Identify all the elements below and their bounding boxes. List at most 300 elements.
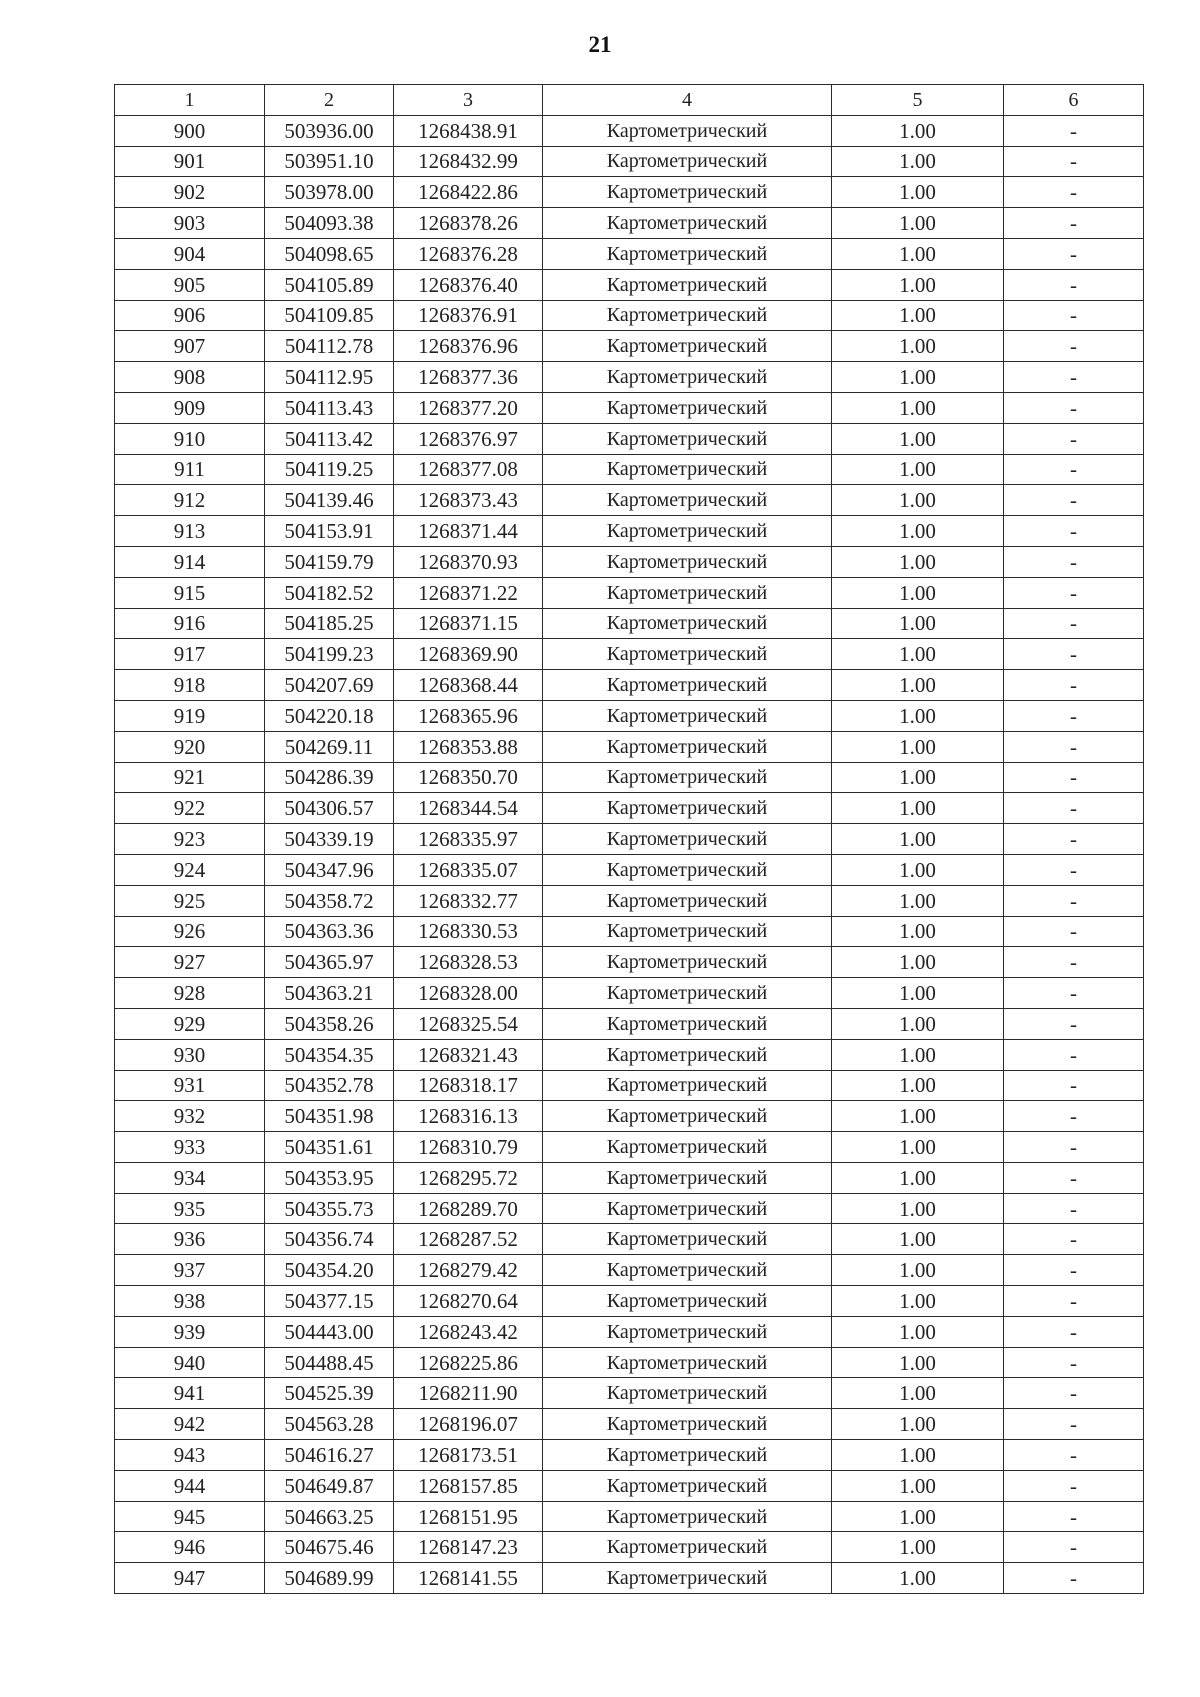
note-cell: - — [1004, 670, 1144, 701]
note-cell: - — [1004, 762, 1144, 793]
point-number-cell: 917 — [115, 639, 265, 670]
point-number-cell: 936 — [115, 1224, 265, 1255]
table-row — [115, 1532, 1144, 1563]
accuracy-cell: 1.00 — [832, 1039, 1004, 1070]
accuracy-cell: 1.00 — [832, 1286, 1004, 1317]
point-number-cell: 941 — [115, 1378, 265, 1409]
table-body — [115, 85, 1144, 1594]
table-row — [115, 608, 1144, 639]
point-number-cell: 905 — [115, 269, 265, 300]
x-coordinate-cell: 503951.10 — [265, 146, 394, 177]
header-cell-col-1: 1 — [115, 85, 265, 116]
point-number-cell: 926 — [115, 916, 265, 947]
note-cell: - — [1004, 1101, 1144, 1132]
accuracy-cell: 1.00 — [832, 177, 1004, 208]
accuracy-cell: 1.00 — [832, 454, 1004, 485]
point-number-cell: 929 — [115, 1008, 265, 1039]
point-number-cell: 946 — [115, 1532, 265, 1563]
accuracy-cell: 1.00 — [832, 916, 1004, 947]
method-cell: Картометрический — [543, 238, 832, 269]
x-coordinate-cell: 504354.20 — [265, 1255, 394, 1286]
y-coordinate-cell: 1268196.07 — [394, 1409, 543, 1440]
x-coordinate-cell: 504109.85 — [265, 300, 394, 331]
point-number-cell: 903 — [115, 208, 265, 239]
y-coordinate-cell: 1268368.44 — [394, 670, 543, 701]
method-cell: Картометрический — [543, 208, 832, 239]
y-coordinate-cell: 1268377.08 — [394, 454, 543, 485]
x-coordinate-cell: 504139.46 — [265, 485, 394, 516]
x-coordinate-cell: 504207.69 — [265, 670, 394, 701]
y-coordinate-cell: 1268335.97 — [394, 824, 543, 855]
accuracy-cell: 1.00 — [832, 1193, 1004, 1224]
table-row — [115, 1162, 1144, 1193]
x-coordinate-cell: 504269.11 — [265, 731, 394, 762]
y-coordinate-cell: 1268325.54 — [394, 1008, 543, 1039]
method-cell: Картометрический — [543, 423, 832, 454]
accuracy-cell: 1.00 — [832, 577, 1004, 608]
accuracy-cell: 1.00 — [832, 1440, 1004, 1471]
table-row — [115, 947, 1144, 978]
x-coordinate-cell: 504113.43 — [265, 392, 394, 423]
x-coordinate-cell: 504354.35 — [265, 1039, 394, 1070]
accuracy-cell: 1.00 — [832, 269, 1004, 300]
accuracy-cell: 1.00 — [832, 1316, 1004, 1347]
table-row — [115, 300, 1144, 331]
accuracy-cell: 1.00 — [832, 731, 1004, 762]
note-cell: - — [1004, 1070, 1144, 1101]
point-number-cell: 945 — [115, 1501, 265, 1532]
method-cell: Картометрический — [543, 978, 832, 1009]
table-row — [115, 1286, 1144, 1317]
accuracy-cell: 1.00 — [832, 854, 1004, 885]
note-cell: - — [1004, 639, 1144, 670]
note-cell: - — [1004, 300, 1144, 331]
table-row — [115, 1563, 1144, 1594]
table-row — [115, 208, 1144, 239]
table-row — [115, 854, 1144, 885]
point-number-cell: 942 — [115, 1409, 265, 1440]
note-cell: - — [1004, 608, 1144, 639]
table-row — [115, 238, 1144, 269]
x-coordinate-cell: 504182.52 — [265, 577, 394, 608]
accuracy-cell: 1.00 — [832, 947, 1004, 978]
point-number-cell: 916 — [115, 608, 265, 639]
note-cell: - — [1004, 331, 1144, 362]
method-cell: Картометрический — [543, 1409, 832, 1440]
accuracy-cell: 1.00 — [832, 793, 1004, 824]
method-cell: Картометрический — [543, 1008, 832, 1039]
note-cell: - — [1004, 1255, 1144, 1286]
note-cell: - — [1004, 1162, 1144, 1193]
x-coordinate-cell: 504093.38 — [265, 208, 394, 239]
x-coordinate-cell: 504220.18 — [265, 700, 394, 731]
method-cell: Картометрический — [543, 300, 832, 331]
method-cell: Картометрический — [543, 824, 832, 855]
accuracy-cell: 1.00 — [832, 208, 1004, 239]
note-cell: - — [1004, 793, 1144, 824]
header-cell-col-4: 4 — [543, 85, 832, 116]
table-row — [115, 454, 1144, 485]
x-coordinate-cell: 504358.26 — [265, 1008, 394, 1039]
method-cell: Картометрический — [543, 1347, 832, 1378]
x-coordinate-cell: 504352.78 — [265, 1070, 394, 1101]
coordinates-table — [114, 84, 1144, 1594]
note-cell: - — [1004, 1347, 1144, 1378]
point-number-cell: 931 — [115, 1070, 265, 1101]
accuracy-cell: 1.00 — [832, 392, 1004, 423]
accuracy-cell: 1.00 — [832, 639, 1004, 670]
note-cell: - — [1004, 392, 1144, 423]
method-cell: Картометрический — [543, 392, 832, 423]
table-row — [115, 1347, 1144, 1378]
method-cell: Картометрический — [543, 1101, 832, 1132]
method-cell: Картометрический — [543, 947, 832, 978]
note-cell: - — [1004, 238, 1144, 269]
y-coordinate-cell: 1268376.97 — [394, 423, 543, 454]
table-row — [115, 824, 1144, 855]
y-coordinate-cell: 1268371.22 — [394, 577, 543, 608]
y-coordinate-cell: 1268211.90 — [394, 1378, 543, 1409]
point-number-cell: 930 — [115, 1039, 265, 1070]
table-row — [115, 670, 1144, 701]
method-cell: Картометрический — [543, 608, 832, 639]
x-coordinate-cell: 504185.25 — [265, 608, 394, 639]
accuracy-cell: 1.00 — [832, 485, 1004, 516]
point-number-cell: 944 — [115, 1470, 265, 1501]
table-row — [115, 516, 1144, 547]
point-number-cell: 933 — [115, 1132, 265, 1163]
y-coordinate-cell: 1268377.20 — [394, 392, 543, 423]
point-number-cell: 914 — [115, 546, 265, 577]
y-coordinate-cell: 1268295.72 — [394, 1162, 543, 1193]
note-cell: - — [1004, 1563, 1144, 1594]
x-coordinate-cell: 504153.91 — [265, 516, 394, 547]
x-coordinate-cell: 504286.39 — [265, 762, 394, 793]
note-cell: - — [1004, 947, 1144, 978]
table-row — [115, 546, 1144, 577]
x-coordinate-cell: 504113.42 — [265, 423, 394, 454]
y-coordinate-cell: 1268289.70 — [394, 1193, 543, 1224]
method-cell: Картометрический — [543, 1224, 832, 1255]
point-number-cell: 928 — [115, 978, 265, 1009]
accuracy-cell: 1.00 — [832, 670, 1004, 701]
method-cell: Картометрический — [543, 916, 832, 947]
y-coordinate-cell: 1268318.17 — [394, 1070, 543, 1101]
method-cell: Картометрический — [543, 1255, 832, 1286]
y-coordinate-cell: 1268316.13 — [394, 1101, 543, 1132]
note-cell: - — [1004, 177, 1144, 208]
header-cell-col-2: 2 — [265, 85, 394, 116]
method-cell: Картометрический — [543, 731, 832, 762]
accuracy-cell: 1.00 — [832, 516, 1004, 547]
table-row — [115, 177, 1144, 208]
y-coordinate-cell: 1268365.96 — [394, 700, 543, 731]
note-cell: - — [1004, 485, 1144, 516]
method-cell: Картометрический — [543, 1440, 832, 1471]
point-number-cell: 938 — [115, 1286, 265, 1317]
note-cell: - — [1004, 1378, 1144, 1409]
point-number-cell: 925 — [115, 885, 265, 916]
y-coordinate-cell: 1268422.86 — [394, 177, 543, 208]
note-cell: - — [1004, 454, 1144, 485]
accuracy-cell: 1.00 — [832, 362, 1004, 393]
accuracy-cell: 1.00 — [832, 238, 1004, 269]
note-cell: - — [1004, 700, 1144, 731]
method-cell: Картометрический — [543, 1132, 832, 1163]
note-cell: - — [1004, 423, 1144, 454]
note-cell: - — [1004, 731, 1144, 762]
method-cell: Картометрический — [543, 269, 832, 300]
point-number-cell: 909 — [115, 392, 265, 423]
method-cell: Картометрический — [543, 1286, 832, 1317]
table-row — [115, 700, 1144, 731]
method-cell: Картометрический — [543, 670, 832, 701]
x-coordinate-cell: 504363.36 — [265, 916, 394, 947]
y-coordinate-cell: 1268371.15 — [394, 608, 543, 639]
point-number-cell: 922 — [115, 793, 265, 824]
point-number-cell: 934 — [115, 1162, 265, 1193]
method-cell: Картометрический — [543, 362, 832, 393]
note-cell: - — [1004, 577, 1144, 608]
x-coordinate-cell: 504339.19 — [265, 824, 394, 855]
table-row — [115, 1101, 1144, 1132]
table-row — [115, 731, 1144, 762]
x-coordinate-cell: 504365.97 — [265, 947, 394, 978]
note-cell: - — [1004, 1286, 1144, 1317]
table-row — [115, 423, 1144, 454]
table-row — [115, 362, 1144, 393]
point-number-cell: 943 — [115, 1440, 265, 1471]
table-row — [115, 1501, 1144, 1532]
x-coordinate-cell: 504306.57 — [265, 793, 394, 824]
table-row — [115, 392, 1144, 423]
point-number-cell: 921 — [115, 762, 265, 793]
accuracy-cell: 1.00 — [832, 1008, 1004, 1039]
y-coordinate-cell: 1268369.90 — [394, 639, 543, 670]
point-number-cell: 908 — [115, 362, 265, 393]
table-row — [115, 978, 1144, 1009]
method-cell: Картометрический — [543, 485, 832, 516]
accuracy-cell: 1.00 — [832, 1132, 1004, 1163]
y-coordinate-cell: 1268279.42 — [394, 1255, 543, 1286]
y-coordinate-cell: 1268243.42 — [394, 1316, 543, 1347]
method-cell: Картометрический — [543, 854, 832, 885]
note-cell: - — [1004, 1501, 1144, 1532]
y-coordinate-cell: 1268151.95 — [394, 1501, 543, 1532]
method-cell: Картометрический — [543, 1316, 832, 1347]
table-row — [115, 1193, 1144, 1224]
x-coordinate-cell: 504488.45 — [265, 1347, 394, 1378]
accuracy-cell: 1.00 — [832, 146, 1004, 177]
accuracy-cell: 1.00 — [832, 762, 1004, 793]
method-cell: Картометрический — [543, 577, 832, 608]
table-row — [115, 885, 1144, 916]
table-row — [115, 1470, 1144, 1501]
accuracy-cell: 1.00 — [832, 885, 1004, 916]
x-coordinate-cell: 504563.28 — [265, 1409, 394, 1440]
x-coordinate-cell: 504119.25 — [265, 454, 394, 485]
note-cell: - — [1004, 854, 1144, 885]
point-number-cell: 937 — [115, 1255, 265, 1286]
point-number-cell: 947 — [115, 1563, 265, 1594]
point-number-cell: 924 — [115, 854, 265, 885]
note-cell: - — [1004, 1532, 1144, 1563]
table-row — [115, 269, 1144, 300]
table-row — [115, 1409, 1144, 1440]
accuracy-cell: 1.00 — [832, 1563, 1004, 1594]
point-number-cell: 907 — [115, 331, 265, 362]
table-header-row — [115, 85, 1144, 116]
table-row — [115, 762, 1144, 793]
method-cell: Картометрический — [543, 1501, 832, 1532]
table-row — [115, 1316, 1144, 1347]
table-row — [115, 1224, 1144, 1255]
x-coordinate-cell: 503978.00 — [265, 177, 394, 208]
accuracy-cell: 1.00 — [832, 1255, 1004, 1286]
header-cell-col-5: 5 — [832, 85, 1004, 116]
x-coordinate-cell: 504649.87 — [265, 1470, 394, 1501]
y-coordinate-cell: 1268350.70 — [394, 762, 543, 793]
x-coordinate-cell: 504112.78 — [265, 331, 394, 362]
x-coordinate-cell: 504105.89 — [265, 269, 394, 300]
point-number-cell: 912 — [115, 485, 265, 516]
x-coordinate-cell: 504616.27 — [265, 1440, 394, 1471]
note-cell: - — [1004, 1440, 1144, 1471]
y-coordinate-cell: 1268330.53 — [394, 916, 543, 947]
table-row — [115, 1039, 1144, 1070]
table-row — [115, 916, 1144, 947]
note-cell: - — [1004, 824, 1144, 855]
table-row — [115, 1008, 1144, 1039]
note-cell: - — [1004, 885, 1144, 916]
x-coordinate-cell: 504355.73 — [265, 1193, 394, 1224]
y-coordinate-cell: 1268321.43 — [394, 1039, 543, 1070]
y-coordinate-cell: 1268157.85 — [394, 1470, 543, 1501]
point-number-cell: 911 — [115, 454, 265, 485]
accuracy-cell: 1.00 — [832, 1224, 1004, 1255]
accuracy-cell: 1.00 — [832, 115, 1004, 146]
accuracy-cell: 1.00 — [832, 546, 1004, 577]
y-coordinate-cell: 1268371.44 — [394, 516, 543, 547]
x-coordinate-cell: 504443.00 — [265, 1316, 394, 1347]
table-row — [115, 1070, 1144, 1101]
x-coordinate-cell: 504199.23 — [265, 639, 394, 670]
y-coordinate-cell: 1268328.53 — [394, 947, 543, 978]
y-coordinate-cell: 1268376.40 — [394, 269, 543, 300]
point-number-cell: 915 — [115, 577, 265, 608]
y-coordinate-cell: 1268378.26 — [394, 208, 543, 239]
table-row — [115, 1440, 1144, 1471]
point-number-cell: 918 — [115, 670, 265, 701]
method-cell: Картометрический — [543, 115, 832, 146]
y-coordinate-cell: 1268432.99 — [394, 146, 543, 177]
y-coordinate-cell: 1268376.28 — [394, 238, 543, 269]
note-cell: - — [1004, 269, 1144, 300]
accuracy-cell: 1.00 — [832, 1470, 1004, 1501]
y-coordinate-cell: 1268173.51 — [394, 1440, 543, 1471]
y-coordinate-cell: 1268328.00 — [394, 978, 543, 1009]
method-cell: Картометрический — [543, 1470, 832, 1501]
note-cell: - — [1004, 978, 1144, 1009]
y-coordinate-cell: 1268270.64 — [394, 1286, 543, 1317]
note-cell: - — [1004, 362, 1144, 393]
y-coordinate-cell: 1268335.07 — [394, 854, 543, 885]
point-number-cell: 913 — [115, 516, 265, 547]
accuracy-cell: 1.00 — [832, 331, 1004, 362]
y-coordinate-cell: 1268147.23 — [394, 1532, 543, 1563]
y-coordinate-cell: 1268225.86 — [394, 1347, 543, 1378]
accuracy-cell: 1.00 — [832, 1070, 1004, 1101]
x-coordinate-cell: 504663.25 — [265, 1501, 394, 1532]
note-cell: - — [1004, 146, 1144, 177]
x-coordinate-cell: 504347.96 — [265, 854, 394, 885]
accuracy-cell: 1.00 — [832, 1378, 1004, 1409]
y-coordinate-cell: 1268370.93 — [394, 546, 543, 577]
method-cell: Картометрический — [543, 639, 832, 670]
note-cell: - — [1004, 1409, 1144, 1440]
x-coordinate-cell: 504356.74 — [265, 1224, 394, 1255]
x-coordinate-cell: 504112.95 — [265, 362, 394, 393]
accuracy-cell: 1.00 — [832, 1409, 1004, 1440]
table-row — [115, 1378, 1144, 1409]
table-row — [115, 1255, 1144, 1286]
note-cell: - — [1004, 916, 1144, 947]
y-coordinate-cell: 1268376.96 — [394, 331, 543, 362]
accuracy-cell: 1.00 — [832, 978, 1004, 1009]
note-cell: - — [1004, 1470, 1144, 1501]
y-coordinate-cell: 1268353.88 — [394, 731, 543, 762]
method-cell: Картометрический — [543, 546, 832, 577]
method-cell: Картометрический — [543, 1378, 832, 1409]
accuracy-cell: 1.00 — [832, 824, 1004, 855]
note-cell: - — [1004, 516, 1144, 547]
page-number: 21 — [588, 32, 612, 57]
x-coordinate-cell: 504689.99 — [265, 1563, 394, 1594]
header-cell-col-6: 6 — [1004, 85, 1144, 116]
y-coordinate-cell: 1268332.77 — [394, 885, 543, 916]
accuracy-cell: 1.00 — [832, 300, 1004, 331]
table-row — [115, 639, 1144, 670]
accuracy-cell: 1.00 — [832, 1532, 1004, 1563]
method-cell: Картометрический — [543, 793, 832, 824]
y-coordinate-cell: 1268141.55 — [394, 1563, 543, 1594]
point-number-cell: 932 — [115, 1101, 265, 1132]
y-coordinate-cell: 1268373.43 — [394, 485, 543, 516]
point-number-cell: 904 — [115, 238, 265, 269]
point-number-cell: 902 — [115, 177, 265, 208]
table-row — [115, 331, 1144, 362]
point-number-cell: 920 — [115, 731, 265, 762]
method-cell: Картометрический — [543, 1162, 832, 1193]
note-cell: - — [1004, 1224, 1144, 1255]
y-coordinate-cell: 1268310.79 — [394, 1132, 543, 1163]
method-cell: Картометрический — [543, 762, 832, 793]
method-cell: Картометрический — [543, 1070, 832, 1101]
accuracy-cell: 1.00 — [832, 1101, 1004, 1132]
point-number-cell: 940 — [115, 1347, 265, 1378]
point-number-cell: 927 — [115, 947, 265, 978]
accuracy-cell: 1.00 — [832, 1501, 1004, 1532]
point-number-cell: 900 — [115, 115, 265, 146]
note-cell: - — [1004, 1193, 1144, 1224]
method-cell: Картометрический — [543, 700, 832, 731]
x-coordinate-cell: 504098.65 — [265, 238, 394, 269]
point-number-cell: 910 — [115, 423, 265, 454]
table-row — [115, 485, 1144, 516]
x-coordinate-cell: 504363.21 — [265, 978, 394, 1009]
method-cell: Картометрический — [543, 1563, 832, 1594]
point-number-cell: 919 — [115, 700, 265, 731]
